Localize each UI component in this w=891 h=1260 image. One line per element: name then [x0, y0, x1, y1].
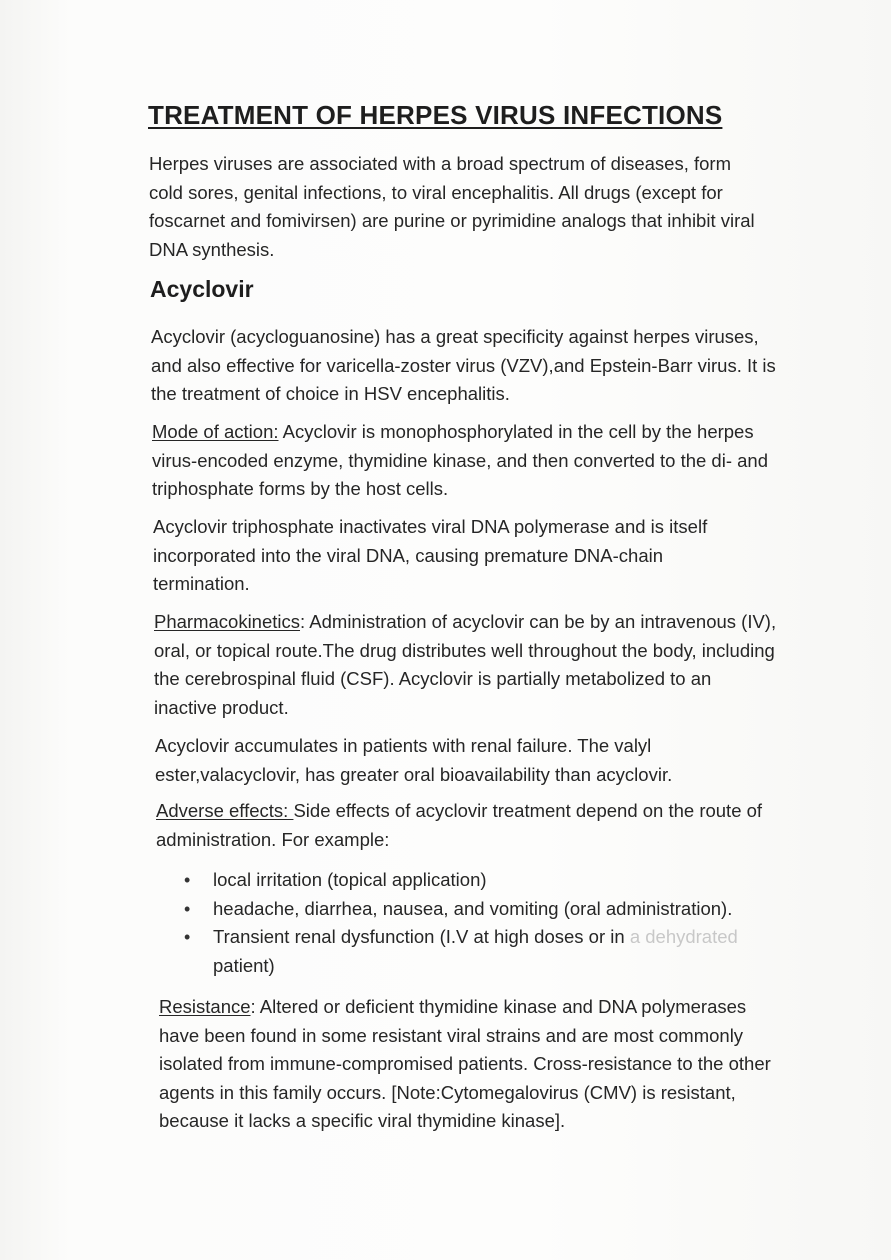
pharmacokinetics-text: : Administration of acyclovir can be by an intravenous (IV), oral, or topical route.The drug distributes well throughout the body, including the cerebrospinal fluid (CSF). Acyclovir is partially metabolized to an inactive product. — [154, 611, 777, 718]
mode-of-action-paragraph — [152, 418, 772, 504]
acyclovir-intro-paragraph: Acyclovir (acycloguanosine) has a great specificity against herpes viruses, and also effective for varicella-zoster virus (VZV),and Epstein-Barr virus. It is the treatment of choice in HSV encephalitis. — [151, 326, 776, 404]
adverse-effects-text: Side effects of acyclovir treatment depend on the route of administration. For example: — [156, 800, 763, 850]
intro-paragraph: Herpes viruses are associated with a broad spectrum of diseases, form cold sores, genital infections, to viral encephalitis. All drugs (except for foscarnet and fomivirsen) are purine or pyrimidine analogs that inhibit viral DNA synthesis. — [149, 153, 755, 260]
adverse-effects-list — [180, 866, 783, 980]
resistance-text: : Altered or deficient thymidine kinase and DNA polymerases have been found in some resistant viral strains and are most commonly isolated from immune-compromised patients. Cross-resistance to the other agents in this family occurs. [Note:Cytomegalovirus (CMV) is resistant, because it lacks a specific viral thymidine kinase]. — [159, 996, 771, 1131]
page-title: TREATMENT OF HERPES VIRUS INFECTIONS — [148, 100, 723, 130]
list-item: • local irritation (topical application) — [180, 866, 783, 895]
list-item: • headache, diarrhea, nausea, and vomiting (oral administration). — [180, 895, 783, 924]
mode-of-action-text: Acyclovir is monophosphorylated in the cell by the herpes virus-encoded enzyme, thymidine kinase, and then converted to the di- and triphosphate forms by the host cells. — [152, 421, 769, 499]
pharmacokinetics-label: Pharmacokinetics — [154, 611, 301, 632]
list-item-text-end: patient) — [213, 954, 275, 976]
renal-failure-paragraph: Acyclovir accumulates in patients with renal failure. The valyl ester,valacyclovir, has greater oral bioavailability than acyclovir. — [155, 735, 673, 785]
adverse-effects-label: Adverse effects: — [156, 800, 294, 821]
pharmacokinetics-paragraph — [154, 608, 778, 722]
list-item-text: Transient renal dysfunction (I.V at high doses or in — [213, 926, 630, 947]
mode-of-action-label: Mode of action: — [152, 421, 279, 442]
resistance-paragraph — [159, 993, 779, 1136]
list-item-faded-text: a dehydrated — [629, 926, 738, 947]
section-heading-acyclovir: Acyclovir — [150, 276, 254, 302]
adverse-effects-paragraph — [156, 797, 776, 854]
triphosphate-paragraph: Acyclovir triphosphate inactivates viral DNA polymerase and is itself incorporated into the viral DNA, causing premature DNA-chain termination. — [153, 516, 708, 594]
resistance-label: Resistance — [159, 996, 251, 1017]
list-item — [180, 923, 773, 980]
